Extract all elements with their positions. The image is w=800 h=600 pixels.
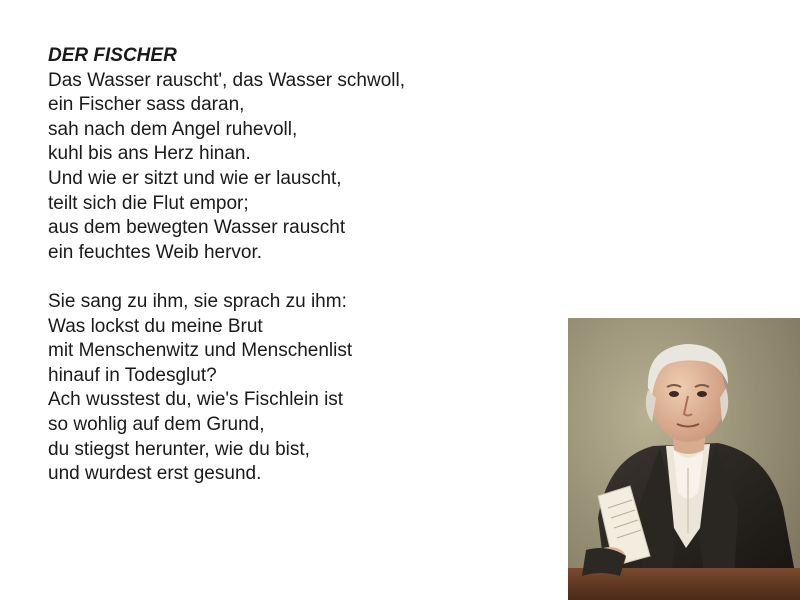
stanza-1: [48, 69, 518, 266]
poem-line: Das Wasser rauscht', das Wasser schwoll,: [48, 69, 405, 91]
stanza-2: [48, 290, 518, 487]
poem-line: teilt sich die Flut empor;: [48, 192, 249, 214]
poem-line: und wurdest erst gesund.: [48, 463, 262, 485]
poem-line: sah nach dem Angel ruhevoll,: [48, 118, 298, 140]
poem-line: ein Fischer sass daran,: [48, 94, 245, 116]
poem-title: DER FISCHER: [48, 45, 177, 66]
poem-line: ein feuchtes Weib hervor.: [48, 241, 263, 263]
stanza-gap: [48, 265, 518, 290]
poem-line: du stiegst herunter, wie du bist,: [48, 438, 310, 460]
poem-line: Und wie er sitzt und wie er lauscht,: [48, 167, 342, 189]
poem-line: Was lockst du meine Brut: [48, 315, 263, 337]
poem-line: mit Menschenwitz und Menschenlist: [48, 340, 353, 362]
poem-line: Ach wusstest du, wie's Fischlein ist: [48, 389, 344, 411]
poem-line: Sie sang zu ihm, sie sprach zu ihm:: [48, 290, 347, 312]
poem-line: kuhl bis ans Herz hinan.: [48, 143, 251, 165]
poem: [48, 44, 518, 487]
portrait-illustration: [568, 318, 800, 600]
poem-line: so wohlig auf dem Grund,: [48, 413, 265, 435]
poem-line: aus dem bewegten Wasser rauscht: [48, 217, 346, 239]
poem-line: hinauf in Todesglut?: [48, 364, 217, 386]
portrait-painting: [568, 318, 800, 600]
